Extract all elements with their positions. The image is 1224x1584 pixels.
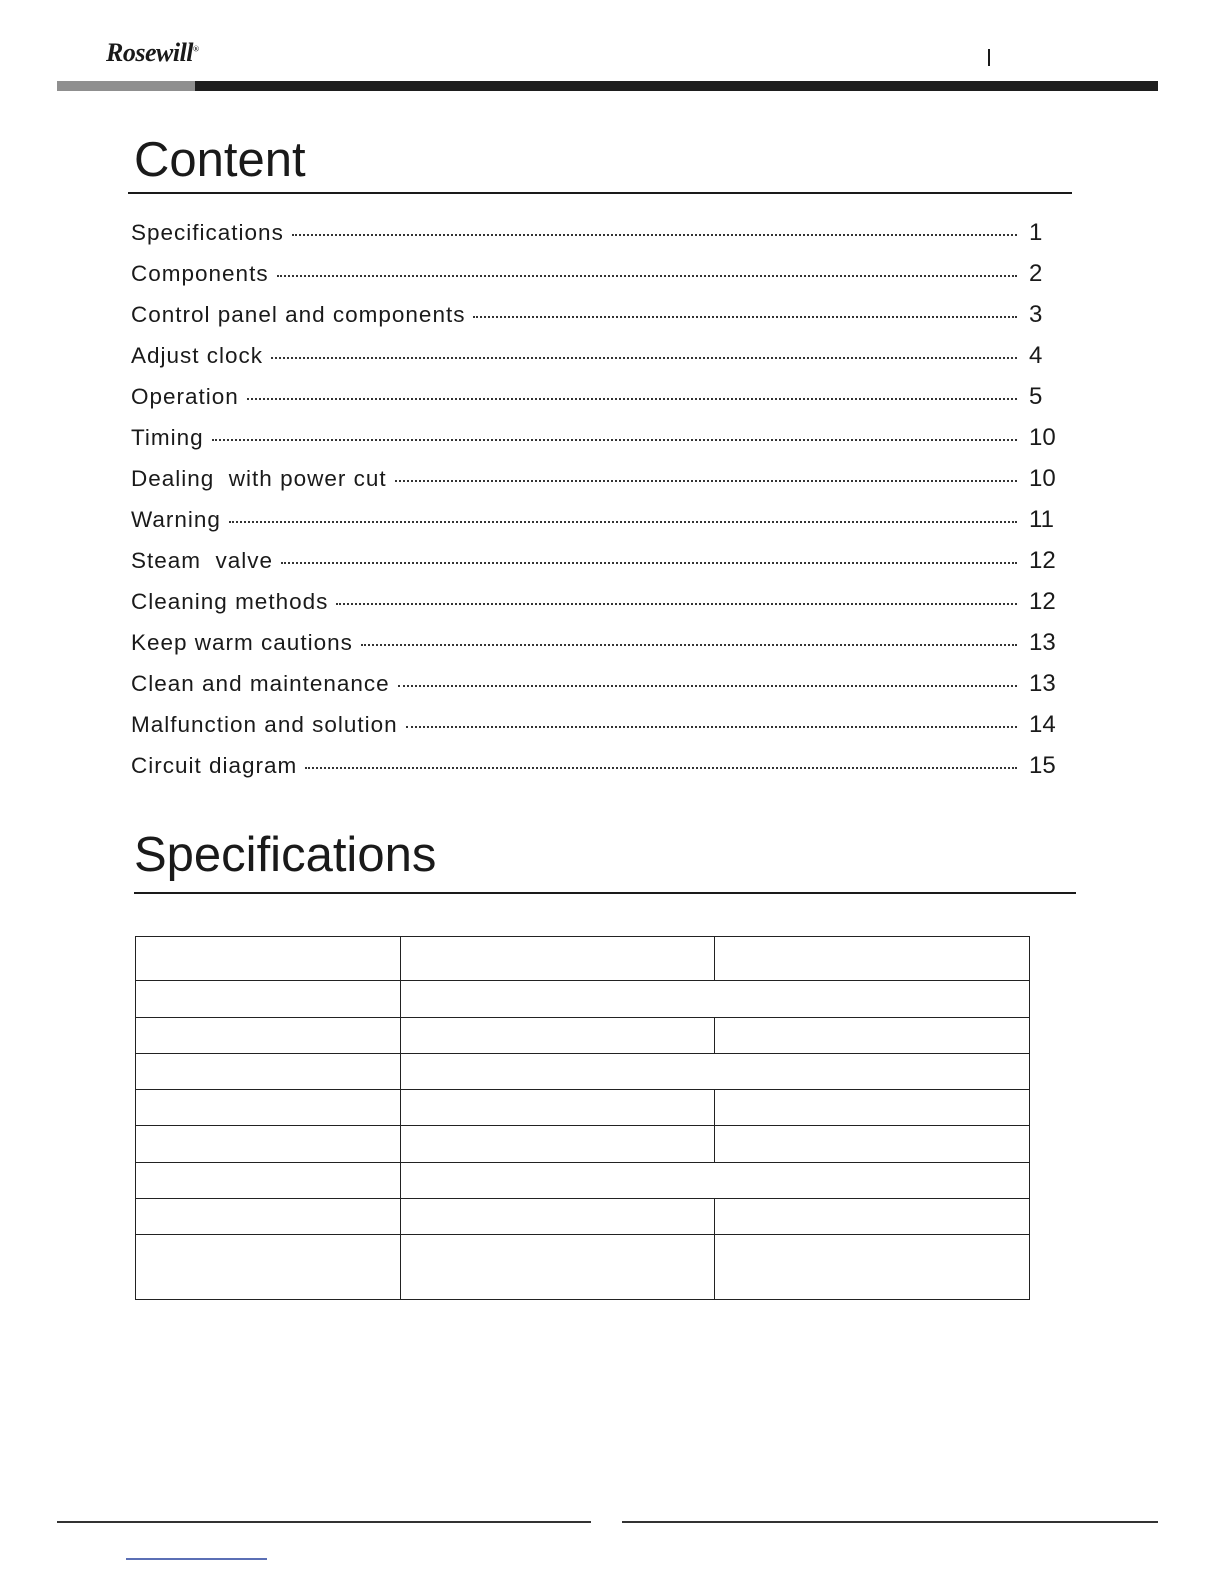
toc-entry-page: 3 bbox=[1029, 300, 1043, 328]
specifications-table bbox=[135, 936, 1030, 1300]
toc-entry-label: Warning bbox=[131, 506, 221, 532]
table-cell bbox=[136, 937, 401, 981]
toc-entry[interactable] bbox=[131, 499, 1071, 540]
toc-dot-leader bbox=[473, 316, 1017, 318]
toc-dot-leader bbox=[212, 439, 1017, 441]
table-row bbox=[136, 1054, 1030, 1090]
table-row bbox=[136, 1199, 1030, 1235]
toc-entry-label: Operation bbox=[131, 383, 239, 409]
table-of-contents bbox=[131, 212, 1071, 786]
table-cell bbox=[136, 1199, 401, 1235]
table-cell bbox=[136, 1163, 401, 1199]
toc-entry-label: Cleaning methods bbox=[131, 588, 329, 614]
toc-entry[interactable] bbox=[131, 458, 1071, 499]
table-row bbox=[136, 1090, 1030, 1126]
table-cell bbox=[715, 1126, 1030, 1163]
table-cell bbox=[715, 1018, 1030, 1054]
toc-entry-page: 13 bbox=[1029, 628, 1056, 656]
toc-entry-label: Circuit diagram bbox=[131, 752, 298, 778]
footer-rule-left bbox=[57, 1521, 591, 1523]
specifications-title-rule bbox=[134, 892, 1076, 894]
footer-rule-right bbox=[622, 1521, 1158, 1523]
toc-entry[interactable] bbox=[131, 622, 1071, 663]
toc-entry-page: 12 bbox=[1029, 546, 1056, 574]
toc-dot-leader bbox=[398, 685, 1017, 687]
table-row bbox=[136, 1163, 1030, 1199]
toc-dot-leader bbox=[406, 726, 1017, 728]
toc-dot-leader bbox=[281, 562, 1017, 564]
table-row bbox=[136, 937, 1030, 981]
toc-entry-label: Adjust clock bbox=[131, 342, 264, 368]
header-bar bbox=[195, 81, 1158, 91]
toc-entry[interactable] bbox=[131, 663, 1071, 704]
table-cell bbox=[136, 1235, 401, 1300]
toc-entry-label: Specifications bbox=[131, 219, 284, 245]
table-cell bbox=[715, 1235, 1030, 1300]
table-row bbox=[136, 1126, 1030, 1163]
toc-entry-page: 14 bbox=[1029, 710, 1056, 738]
specifications-title: Specifications bbox=[134, 828, 437, 882]
toc-entry-label: Dealing with power cut bbox=[131, 465, 387, 491]
table-cell bbox=[401, 1235, 715, 1300]
toc-entry-page: 13 bbox=[1029, 669, 1056, 697]
table-cell bbox=[136, 1054, 401, 1090]
toc-entry[interactable] bbox=[131, 335, 1071, 376]
toc-dot-leader bbox=[292, 234, 1017, 236]
toc-dot-leader bbox=[336, 603, 1017, 605]
content-title: Content bbox=[134, 133, 306, 187]
content-title-rule bbox=[128, 192, 1072, 194]
toc-entry-page: 10 bbox=[1029, 423, 1056, 451]
toc-entry-page: 5 bbox=[1029, 382, 1043, 410]
table-cell bbox=[136, 1018, 401, 1054]
registered-mark: ® bbox=[193, 44, 199, 54]
toc-entry-page: 11 bbox=[1029, 505, 1054, 533]
toc-dot-leader bbox=[361, 644, 1017, 646]
table-cell bbox=[401, 1090, 715, 1126]
toc-dot-leader bbox=[395, 480, 1017, 482]
table-cell bbox=[715, 1199, 1030, 1235]
toc-entry-label: Timing bbox=[131, 424, 204, 450]
toc-dot-leader bbox=[229, 521, 1017, 523]
toc-entry-label: Steam valve bbox=[131, 547, 274, 573]
brand-name: Rosewill bbox=[106, 38, 194, 67]
table-cell bbox=[401, 981, 1030, 1018]
toc-entry[interactable] bbox=[131, 745, 1071, 786]
toc-entry-page: 15 bbox=[1029, 751, 1056, 779]
toc-entry-page: 4 bbox=[1029, 341, 1043, 369]
toc-entry[interactable] bbox=[131, 253, 1071, 294]
toc-entry-page: 1 bbox=[1029, 218, 1043, 246]
toc-entry[interactable] bbox=[131, 212, 1071, 253]
toc-entry-label: Control panel and components bbox=[131, 301, 466, 327]
table-row bbox=[136, 981, 1030, 1018]
table-row bbox=[136, 1235, 1030, 1300]
toc-entry[interactable] bbox=[131, 704, 1071, 745]
table-cell bbox=[715, 937, 1030, 981]
table-cell bbox=[401, 1199, 715, 1235]
toc-entry-label: Keep warm cautions bbox=[131, 629, 353, 655]
table-cell bbox=[401, 1163, 1030, 1199]
toc-dot-leader bbox=[271, 357, 1017, 359]
toc-entry-page: 2 bbox=[1029, 259, 1043, 287]
header-divider-tick bbox=[988, 49, 990, 66]
toc-entry-label: Clean and maintenance bbox=[131, 670, 390, 696]
toc-entry[interactable] bbox=[131, 294, 1071, 335]
toc-dot-leader bbox=[305, 767, 1017, 769]
rosewill-logo bbox=[106, 38, 199, 68]
table-cell bbox=[401, 1126, 715, 1163]
toc-entry[interactable] bbox=[131, 417, 1071, 458]
toc-entry[interactable] bbox=[131, 581, 1071, 622]
toc-entry-label: Components bbox=[131, 260, 269, 286]
footer-link-underline[interactable] bbox=[126, 1558, 267, 1560]
toc-entry-page: 10 bbox=[1029, 464, 1056, 492]
toc-entry-label: Malfunction and solution bbox=[131, 711, 398, 737]
table-cell bbox=[136, 1090, 401, 1126]
table-cell bbox=[136, 1126, 401, 1163]
table-cell bbox=[715, 1090, 1030, 1126]
toc-dot-leader bbox=[277, 275, 1017, 277]
toc-entry[interactable] bbox=[131, 376, 1071, 417]
toc-dot-leader bbox=[247, 398, 1017, 400]
toc-entry[interactable] bbox=[131, 540, 1071, 581]
table-cell bbox=[136, 981, 401, 1018]
header-bar-accent bbox=[57, 81, 195, 91]
table-cell bbox=[401, 1018, 715, 1054]
table-cell bbox=[401, 937, 715, 981]
table-cell bbox=[401, 1054, 1030, 1090]
table-row bbox=[136, 1018, 1030, 1054]
toc-entry-page: 12 bbox=[1029, 587, 1056, 615]
